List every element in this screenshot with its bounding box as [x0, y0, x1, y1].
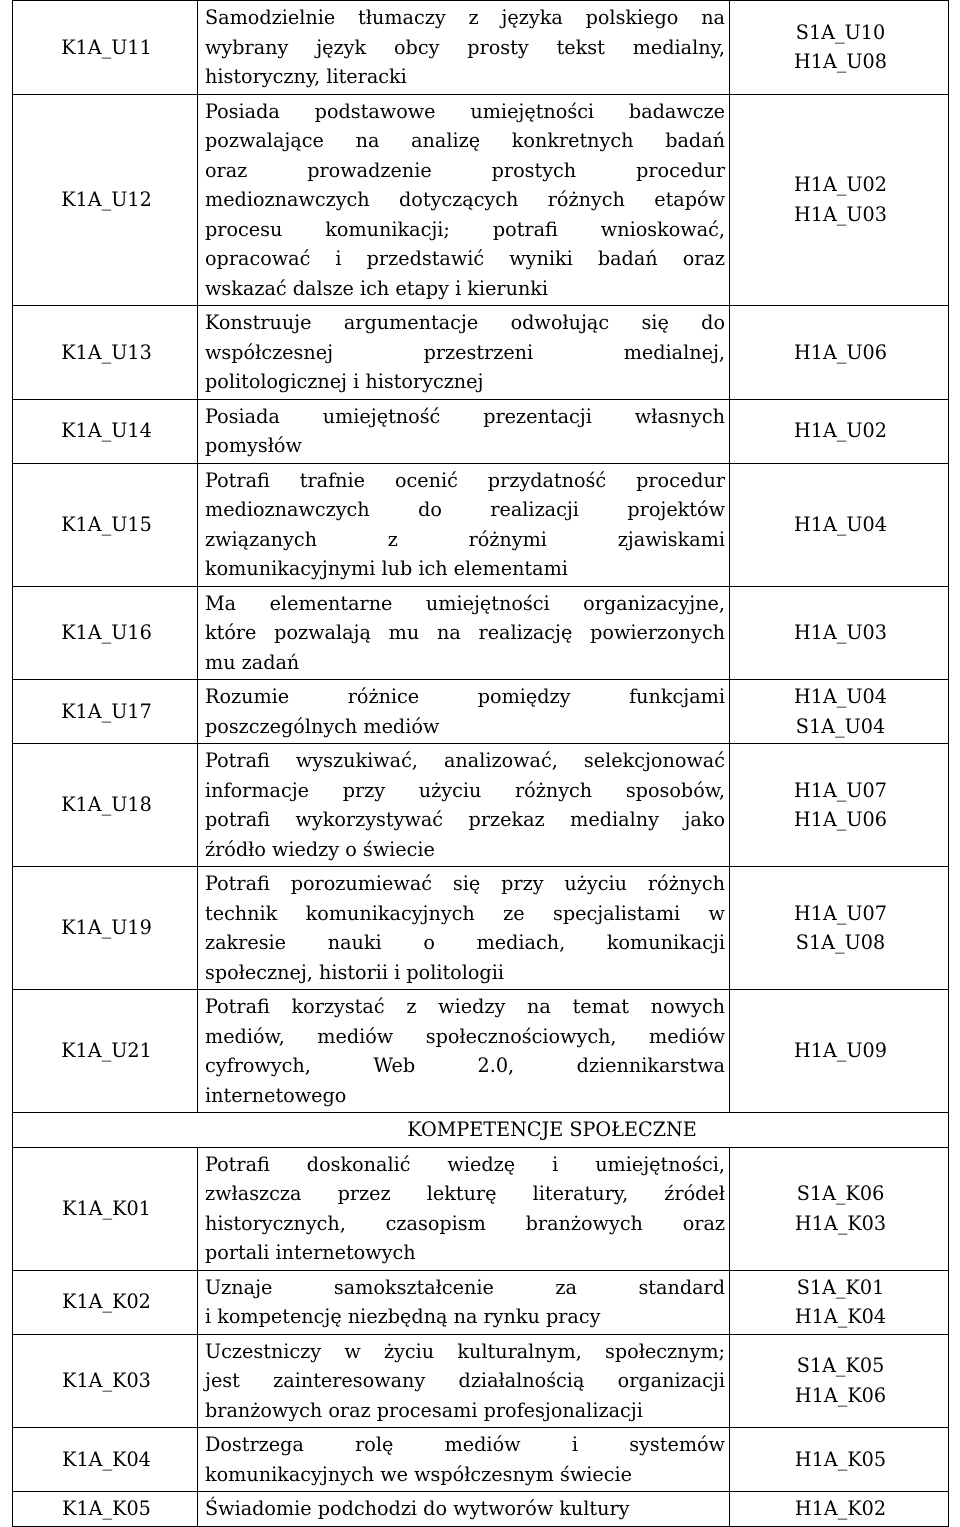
outcome-description-line: jest zainteresowany działalnością organizacji	[205, 1369, 725, 1392]
section-header-text: KOMPETENCJE SPOŁECZNE	[407, 1118, 697, 1141]
outcome-code-cell	[13, 399, 198, 463]
outcome-description-cell	[198, 744, 730, 867]
outcome-description-line: komunikacyjnych we współczesnym świecie	[205, 1462, 632, 1486]
outcome-code: K1A_K04	[62, 1447, 151, 1471]
outcome-description-line: Rozumie różnice pomiędzy funkcjami	[205, 685, 725, 708]
area-reference-cell	[730, 1270, 949, 1334]
area-reference-cell	[730, 306, 949, 400]
outcome-description-cell	[198, 94, 730, 306]
outcome-description-line: Potrafi porozumiewać się przy użyciu różnych	[205, 872, 725, 895]
outcome-code: K1A_K03	[62, 1369, 151, 1392]
outcome-description-line: komunikacyjnymi lub ich elementami	[205, 557, 568, 580]
outcome-code: K1A_K05	[62, 1497, 151, 1520]
area-reference-code: H1A_K05	[794, 1447, 887, 1471]
outcome-description-line: i kompetencję niezbędną na rynku pracy	[205, 1305, 601, 1328]
table-row	[13, 463, 949, 586]
outcome-code-cell	[13, 1270, 198, 1334]
table-row	[13, 744, 949, 867]
area-reference-code: H1A_U04	[794, 512, 887, 536]
outcome-description-line: Potrafi trafnie ocenić przydatność procedur	[205, 468, 725, 492]
area-reference-code: H1A_U04	[794, 685, 887, 708]
area-reference-code: H1A_U02	[794, 419, 887, 443]
area-reference-cell	[730, 1, 949, 95]
outcome-code: K1A_U16	[61, 621, 152, 644]
outcome-code: K1A_U18	[61, 793, 152, 817]
section-header-row	[13, 1113, 949, 1148]
outcome-description-cell	[198, 990, 730, 1113]
outcome-code-cell	[13, 990, 198, 1113]
outcome-description-line: Posiada umiejętność prezentacji własnych	[205, 404, 725, 428]
outcome-description-line: technik komunikacyjnych ze specjalistami w	[205, 901, 725, 925]
outcome-description-cell	[198, 586, 730, 680]
outcome-code-cell	[13, 586, 198, 680]
area-reference-code: H1A_K02	[794, 1497, 887, 1520]
outcome-description-cell	[198, 306, 730, 400]
area-reference-cell	[730, 990, 949, 1113]
outcome-description-cell	[198, 1, 730, 95]
area-reference-code: S1A_K06	[796, 1182, 885, 1205]
outcome-code-cell	[13, 306, 198, 400]
outcome-description-line: politologicznej i historycznej	[205, 370, 484, 393]
outcome-description-line: procesu komunikacji; potrafi wnioskować,	[205, 217, 725, 241]
outcome-code: K1A_U12	[61, 188, 152, 211]
learning-outcomes-table	[12, 0, 949, 1527]
area-reference-cell	[730, 1147, 949, 1270]
outcome-description-line: Uznaje samokształcenie za standard	[205, 1275, 725, 1299]
table-row	[13, 1147, 949, 1270]
table-row	[13, 680, 949, 744]
outcome-description-cell	[198, 1492, 730, 1527]
table-row	[13, 306, 949, 400]
area-reference-code: S1A_U08	[795, 931, 886, 954]
outcome-description-line: opracować i przedstawić wyniki badań oraz	[205, 247, 725, 270]
area-reference-code: H1A_U03	[794, 621, 887, 644]
outcome-description-line: pozwalające na analizę konkretnych badań	[205, 129, 725, 152]
area-reference-code: H1A_U07	[794, 901, 887, 925]
outcome-description-line: medioznawczych do realizacji projektów	[205, 498, 725, 521]
outcome-description-cell	[198, 1147, 730, 1270]
outcome-code-cell	[13, 680, 198, 744]
outcome-description-line: cyfrowych, Web 2.0, dziennikarstwa	[205, 1054, 725, 1077]
area-reference-code: H1A_U03	[794, 202, 887, 226]
outcome-description-line: mu zadań	[205, 650, 300, 674]
table-row	[13, 586, 949, 680]
outcome-code: K1A_U19	[61, 916, 152, 940]
area-reference-code: H1A_U08	[794, 50, 887, 74]
outcome-description-line: historycznych, czasopism branżowych oraz	[205, 1211, 725, 1235]
outcome-description-line: mediów, mediów społecznościowych, mediów	[205, 1024, 725, 1048]
area-reference-code: H1A_K04	[794, 1305, 887, 1328]
area-reference-code: S1A_U10	[795, 20, 886, 44]
outcome-code-cell	[13, 867, 198, 990]
table-row	[13, 1492, 949, 1527]
outcome-code: K1A_U11	[61, 35, 152, 59]
outcome-code: K1A_K02	[62, 1290, 151, 1314]
outcome-description-line: portali internetowych	[205, 1241, 416, 1264]
outcome-description-line: branżowych oraz procesami profesjonalizacji	[205, 1398, 643, 1422]
table-row	[13, 1, 949, 95]
outcome-description-line: związanych z różnymi zjawiskami	[205, 527, 725, 551]
outcome-code-cell	[13, 1, 198, 95]
outcome-description-line: społecznej, historii i politologii	[205, 960, 504, 984]
outcome-description-cell	[198, 1334, 730, 1428]
skills-section	[13, 1, 949, 1113]
outcome-code: K1A_U17	[61, 699, 152, 723]
area-reference-code: H1A_U09	[794, 1039, 887, 1063]
outcome-description-line: pomysłów	[205, 434, 302, 457]
outcome-description-line: poszczególnych mediów	[205, 714, 440, 738]
section-header-cell	[13, 1113, 949, 1148]
outcome-description-line: zakresie nauki o mediach, komunikacji	[205, 931, 725, 954]
area-reference-code: H1A_U02	[794, 173, 887, 197]
outcome-description-line: medioznawczych dotyczących różnych etapów	[205, 188, 725, 211]
outcome-description-line: Świadomie podchodzi do wytworów kultury	[205, 1497, 630, 1520]
table-row	[13, 867, 949, 990]
outcome-code-cell	[13, 1334, 198, 1428]
area-reference-cell	[730, 744, 949, 867]
area-reference-code: S1A_U04	[795, 714, 886, 738]
area-reference-code: H1A_K06	[794, 1383, 887, 1407]
outcome-description-line: internetowego	[205, 1083, 347, 1107]
outcome-description-line: Potrafi doskonalić wiedzę i umiejętności,	[205, 1152, 725, 1176]
area-reference-code: S1A_K01	[796, 1275, 885, 1299]
outcome-description-line: wybrany język obcy prosty tekst medialny,	[205, 35, 725, 59]
outcome-description-line: Potrafi wyszukiwać, analizować, selekcjonować	[205, 749, 725, 772]
outcome-description-cell	[198, 867, 730, 990]
outcome-description-line: Posiada podstawowe umiejętności badawcze	[205, 99, 725, 123]
outcome-code: K1A_U21	[61, 1039, 152, 1063]
area-reference-cell	[730, 1334, 949, 1428]
outcome-description-line: Samodzielnie tłumaczy z języka polskiego na	[205, 6, 725, 29]
outcome-code-cell	[13, 1147, 198, 1270]
social-competences-header-section	[13, 1113, 949, 1148]
outcome-description-line: które pozwalają mu na realizację powierzonych	[205, 621, 725, 644]
outcome-description-cell	[198, 463, 730, 586]
area-reference-cell	[730, 1428, 949, 1492]
area-reference-cell	[730, 463, 949, 586]
outcome-code-cell	[13, 744, 198, 867]
outcome-code: K1A_U14	[61, 419, 152, 443]
outcome-description-line: Dostrzega rolę mediów i systemów	[205, 1433, 725, 1456]
area-reference-code: H1A_U06	[794, 808, 887, 831]
table-row	[13, 94, 949, 306]
outcome-description-line: informacje przy użyciu różnych sposobów,	[205, 778, 725, 802]
table-row	[13, 399, 949, 463]
outcome-description-cell	[198, 1428, 730, 1492]
outcome-description-line: historyczny, literacki	[205, 65, 407, 88]
outcome-code-cell	[13, 1492, 198, 1527]
area-reference-cell	[730, 680, 949, 744]
area-reference-code: H1A_U06	[794, 340, 887, 364]
outcome-description-cell	[198, 399, 730, 463]
outcome-code: K1A_U15	[61, 512, 152, 536]
table-row	[13, 1334, 949, 1428]
outcome-description-line: oraz prowadzenie prostych procedur	[205, 158, 725, 182]
area-reference-cell	[730, 94, 949, 306]
area-reference-code: H1A_K03	[794, 1211, 887, 1235]
table-row	[13, 990, 949, 1113]
area-reference-cell	[730, 867, 949, 990]
table-row	[13, 1270, 949, 1334]
outcome-description-line: źródło wiedzy o świecie	[205, 837, 435, 861]
outcome-description-line: zwłaszcza przez lekturę literatury, źródeł	[205, 1182, 725, 1205]
outcome-code-cell	[13, 1428, 198, 1492]
area-reference-code: H1A_U07	[794, 778, 887, 802]
outcome-description-cell	[198, 1270, 730, 1334]
outcome-description-line: współczesnej przestrzeni medialnej,	[205, 340, 725, 364]
area-reference-cell	[730, 399, 949, 463]
outcome-description-line: Potrafi korzystać z wiedzy na temat nowych	[205, 995, 725, 1018]
outcome-description-cell	[198, 680, 730, 744]
outcome-code: K1A_U13	[61, 340, 152, 364]
outcome-description-line: Ma elementarne umiejętności organizacyjne,	[205, 591, 725, 615]
area-reference-code: S1A_K05	[796, 1354, 885, 1378]
outcome-description-line: Uczestniczy w życiu kulturalnym, społecznym;	[205, 1339, 725, 1363]
outcome-code: K1A_K01	[62, 1196, 151, 1220]
area-reference-cell	[730, 586, 949, 680]
outcome-description-line: potrafi wykorzystywać przekaz medialny jako	[205, 808, 725, 831]
area-reference-cell	[730, 1492, 949, 1527]
table-row	[13, 1428, 949, 1492]
social-competences-section	[13, 1147, 949, 1526]
outcome-description-line: Konstruuje argumentacje odwołując się do	[205, 311, 725, 334]
outcome-description-line: wskazać dalsze ich etapy i kierunki	[205, 276, 549, 300]
outcome-code-cell	[13, 463, 198, 586]
outcome-code-cell	[13, 94, 198, 306]
